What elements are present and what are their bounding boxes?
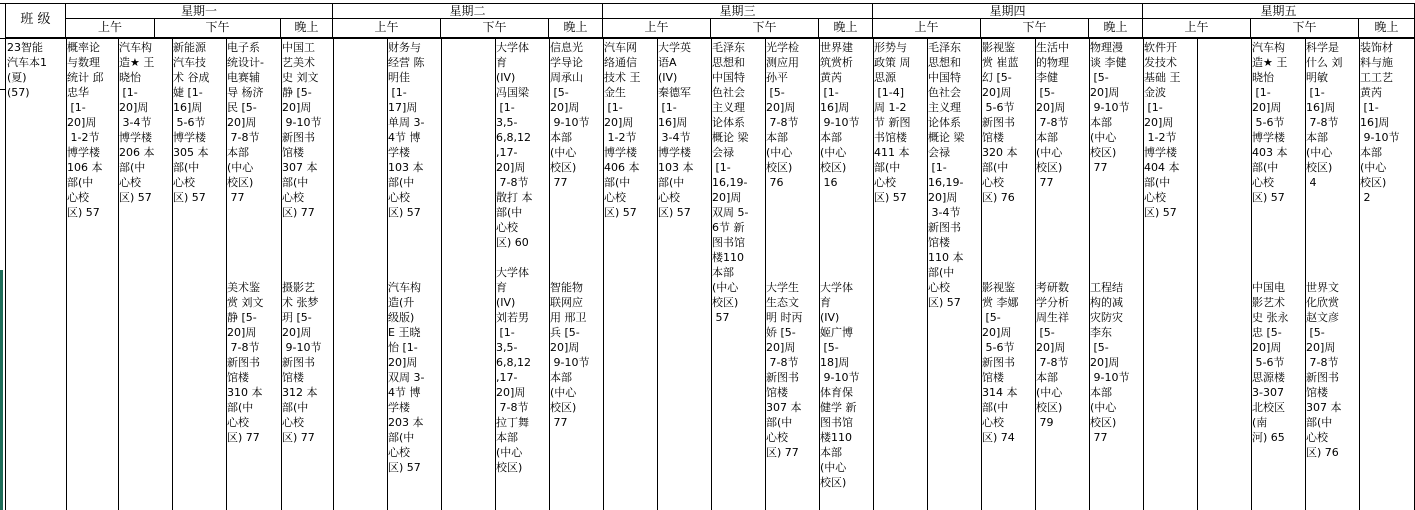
course-cell: 世界文 化欣赏 赵文彦 [5- 20]周 7-8节 新图书 馆楼 307 本 部(中 心校 区) 76 [1306,281,1342,459]
course-cell: 毛泽东 思想和 中国特 色社会 主义理 论体系 概论 梁 会禄 [1- 16,19- 20]周 双周 5- 6节 新 图书馆 楼110 本部 (中心 校区) 57 [712,41,749,324]
class-header: 班 级 [6,4,66,38]
course-cell: 大学英 语A (IV) 秦德军 [1- 16]周 3-4节 博学楼 103 本 部(中 心校 区) 57 [658,41,694,219]
course-cell: 世界建 筑赏析 黄芮 [1- 16]周 9-10节 本部 (中心 校区) 16 [820,41,860,189]
left-edge-accent [0,270,3,510]
period-header-mon-am: 上午 [66,19,155,38]
course-cell: 美术鉴 赏 刘文 静 [5- 20]周 7-8节 新图书 馆楼 310 本 部(中 心校 区) 77 [227,281,264,444]
course-cell: 新能源 汽车技 术 谷成 婕 [1- 16]周 5-6节 博学楼 305 本 部(中 心校 区) 57 [173,41,210,204]
period-header-tue-am: 上午 [333,19,441,38]
day-header-wed: 星期三 [603,4,873,19]
course-cell: 财务与 经营 陈 明佳 [1- 17]周 单周 3- 4节 博 学楼 103 本 部(中 心校 区) 57 [388,41,425,219]
period-header-mon-pm: 下午 [155,19,281,38]
course-cell: 大学体 育 (IV) 刘若男 [1- 3,5- 6,8,12 ,17- 20]周 7-8节 拉丁舞 本部 (中心 校区) [496,266,531,474]
course-cell: 考研数 学分析 周生祥 [5- 20]周 7-8节 本部 (中心 校区) 79 [1036,281,1069,429]
course-cell: 摄影艺 术 张梦 玥 [5- 20]周 9-10节 新图书 馆楼 312 本 部(中 心校 区) 77 [282,281,322,444]
course-cell: 工程结 构的减 灾防灾 李东 [5- 20]周 9-10节 本部 (中心 校区) 77 [1090,281,1130,444]
period-header-thu-ev: 晚上 [1089,19,1143,38]
day-header-fri: 星期五 [1143,4,1415,19]
period-header-fri-ev: 晚上 [1359,19,1415,38]
period-header-tue-pm: 下午 [441,19,549,38]
period-header-wed-ev: 晚上 [819,19,873,38]
course-cell: 智能物 联网应 用 邢卫 兵 [5- 20]周 9-10节 本部 (中心 校区) 77 [550,281,590,429]
course-cell: 影视鉴 赏 李娜 [5- 20]周 5-6节 新图书 馆楼 314 本 部(中 心校 区) 74 [982,281,1019,444]
course-cell: 装饰材 料与施 工工艺 黄芮 [1- 16]周 9-10节 本部 (中心 校区) 2 [1360,41,1400,204]
class-name-cell: 23智能 汽车本1 (夏) (57) [7,41,47,99]
course-cell: 汽车构 造★ 王 晓怡 [1- 20]周 5-6节 博学楼 403 本 部(中 心校 区) 57 [1252,41,1288,204]
course-cell: 电子系 统设计- 电赛辅 导 杨济 民 [5- 20]周 7-8节 本部 (中心 校区) 77 [227,41,264,204]
course-cell: 汽车网 络通信 技术 王 金生 [1- 20]周 1-2节 博学楼 406 本 部(中 心校 区) 57 [604,41,641,219]
course-cell: 光学检 测应用 孙平 [5- 20]周 7-8节 本部 (中心 校区) 76 [766,41,799,189]
period-header-thu-pm: 下午 [981,19,1089,38]
course-cell: 中国工 艺美术 史 刘文 静 [5- 20]周 9-10节 新图书 馆楼 307 本 部(中 心校 区) 77 [282,41,322,219]
course-cell: 大学体 育 (IV) 冯国梁 [1- 3,5- 6,8,12 ,17- 20]周 7-8节 散打 本 部(中 心校 区) 60 [496,41,533,249]
period-header-tue-ev: 晚上 [549,19,603,38]
course-cell: 形势与 政策 周 思源 [1-4] 周 1-2 节 新图 书馆楼 411 本 部(中 心校 区) 57 [874,41,911,204]
course-cell: 大学生 生态文 明 时丙 娇 [5- 20]周 7-8节 新图书 馆楼 307 本 部(中 心校 区) 77 [766,281,803,459]
course-cell: 物理漫 谈 李健 [5- 20]周 9-10节 本部 (中心 校区) 77 [1090,41,1130,174]
course-cell: 汽车构 造★ 王 晓怡 [1- 20]周 3-4节 博学楼 206 本 部(中 心校 区) 57 [119,41,155,204]
grid-line [1197,38,1198,510]
period-header-thu-am: 上午 [873,19,981,38]
course-cell: 大学体 育 (IV) 姬广博 [5- 18]周 9-10节 体育保 健学 新 图书馆 楼110 本部 (中心 校区) [820,281,860,489]
period-header-wed-pm: 下午 [711,19,819,38]
grid-line [441,38,442,510]
day-header-tue: 星期二 [333,4,603,19]
course-cell: 信息光 学导论 周承山 [5- 20]周 9-10节 本部 (中心 校区) 77 [550,41,590,189]
course-cell: 科学是 什么 刘 明敏 [1- 16]周 7-8节 本部 (中心 校区) 4 [1306,41,1343,189]
course-cell: 软件开 发技术 基础 王 金波 [1- 20]周 1-2节 博学楼 404 本 部(中 心校 区) 57 [1144,41,1181,219]
period-header-mon-ev: 晚上 [281,19,333,38]
course-cell: 概率论 与数理 统计 邱 忠华 [1- 20]周 1-2节 博学楼 106 本 部(中 心校 区) 57 [67,41,104,219]
day-header-thu: 星期四 [873,4,1143,19]
course-cell: 中国电 影艺术 史 张永 忠 [5- 20]周 5-6节 思源楼 3-307 北校区 (南 河) 65 [1252,281,1289,444]
period-header-wed-am: 上午 [603,19,711,38]
course-cell: 影视鉴 赏 崔蓝 幻 [5- 20]周 5-6节 新图书 馆楼 320 本 部(中 心校 区) 76 [982,41,1019,204]
course-cell: 生活中 的物理 李健 [5- 20]周 7-8节 本部 (中心 校区) 77 [1036,41,1069,189]
course-cell: 汽车构 造(升 级版) E 王晓 怡 [1- 20]周 双周 3- 4节 博 学楼 203 本 部(中 心校 区) 57 [388,281,425,474]
period-header-fri-pm: 下午 [1251,19,1359,38]
day-header-mon: 星期一 [66,4,333,19]
course-cell: 毛泽东 思想和 中国特 色社会 主义理 论体系 概论 梁 会禄 [1- 16,19- 20]周 3-4节 新图书 馆楼 110 本 部(中 心校 区) 57 [928,41,965,309]
period-header-fri-am: 上午 [1143,19,1251,38]
